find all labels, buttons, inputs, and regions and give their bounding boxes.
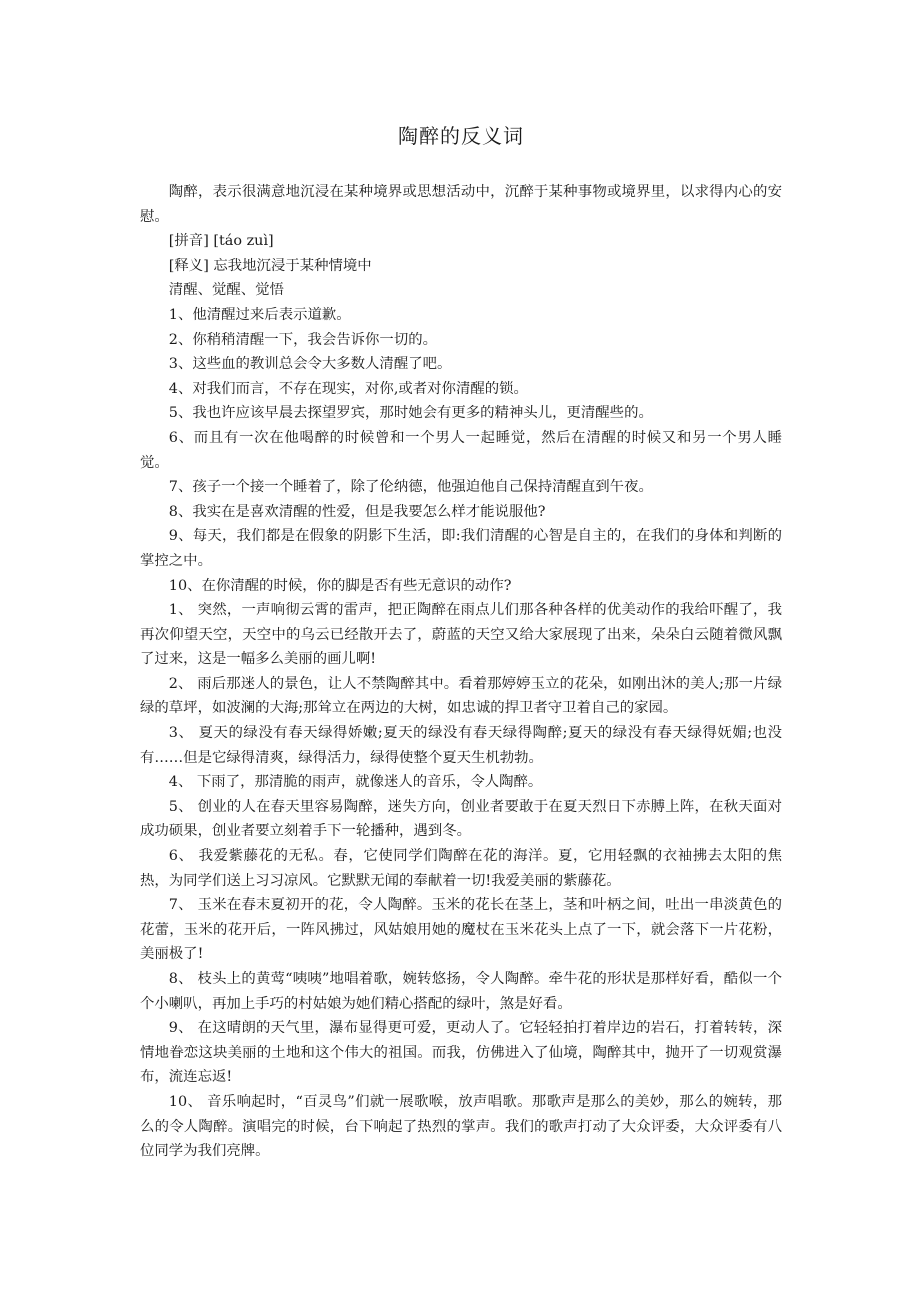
example-sentence: 9、每天，我们都是在假象的阴影下生活，即:我们清醒的心智是自主的，在我们的身体和判断的掌控之中。 [140, 528, 782, 569]
example-paragraph: 10、 音乐响起时，“百灵鸟”们就一展歌喉，放声唱歌。那歌声是那么的美妙，那么的婉转，那么的令人陶醉。演唱完的时候，台下响起了热烈的掌声。我们的歌声打动了大众评委，大众评委有八位同学为我们亮牌。 [140, 1093, 782, 1160]
example-sentence: 5、我也许应该早晨去探望罗宾，那时她会有更多的精神头儿，更清醒些的。 [168, 405, 653, 422]
example-paragraph: 1、 突然，一声响彻云霄的雷声，把正陶醉在雨点儿们那各种各样的优美动作的我给吓醒了，我再次仰望天空，天空中的乌云已经散开去了，蔚蓝的天空又给大家展现了出来，朵朵白云随着微风飘了过来，这是一幅多么美丽的画儿啊! [140, 602, 782, 668]
example-sentence: 3、这些血的教训总会令大多数人清醒了吧。 [168, 356, 452, 373]
antonyms-line: 清醒、觉醒、觉悟 [168, 282, 284, 299]
example-paragraph: 5、 创业的人在春天里容易陶醉，迷失方向，创业者要敢于在夏天烈日下赤膊上阵，在秋天面对成功硕果，创业者要立刻着手下一轮播种，遇到冬。 [140, 798, 782, 840]
example-sentence: 7、孩子一个接一个睡着了，除了伦纳德，他强迫他自己保持清醒直到午夜。 [168, 479, 653, 496]
example-sentence: 10、在你清醒的时候，你的脚是否有些无意识的动作? [168, 577, 512, 594]
example-paragraph: 2、 雨后那迷人的景色，让人不禁陶醉其中。看着那婷婷玉立的花朵，如刚出沐的美人;那一片绿绿的草坪，如波澜的大海;那耸立在两边的大树，如忠诚的捍卫者守卫着自己的家园。 [140, 675, 782, 717]
example-sentence: 4、对我们而言，不存在现实，对你,或者对你清醒的锁。 [168, 380, 528, 397]
example-paragraph: 9、 在这晴朗的天气里，瀑布显得更可爱，更动人了。它轻轻拍打着岸边的岩石，打着转转，深情地眷恋这块美丽的土地和这个伟大的祖国。而我，仿佛进入了仙境，陶醉其中，抛开了一切观赏瀑布，流连忘返! [140, 1020, 782, 1086]
definition-line: [释义] 忘我地沉浸于某种情境中 [168, 257, 372, 274]
example-paragraph: 4、 下雨了，那清脆的雨声，就像迷人的音乐，令人陶醉。 [168, 774, 543, 791]
example-sentence: 8、我实在是喜欢清醒的性爱，但是我要怎么样才能说服他? [168, 503, 546, 520]
example-sentence: 6、而且有一次在他喝醉的时候曾和一个男人一起睡觉，然后在清醒的时候又和另一个男人睡觉。 [140, 429, 782, 471]
example-paragraph: 8、 枝头上的黄莺“咦咦”地唱着歌，婉转悠扬，令人陶醉。牵牛花的形状是那样好看，酷似一个个小喇叭，再加上手巧的村姑娘为她们精心搭配的绿叶，煞是好看。 [140, 971, 782, 1012]
example-sentence: 1、他清醒过来后表示道歉。 [168, 306, 351, 323]
pinyin-line: [拼音] [táo zuì] [168, 233, 274, 250]
document-body [140, 180, 782, 1164]
document-title: 陶醉的反义词 [398, 124, 524, 148]
example-sentence: 2、你稍稍清醒一下，我会告诉你一切的。 [168, 331, 437, 348]
intro-paragraph: 陶醉，表示很满意地沉浸在某种境界或思想活动中，沉醉于某种事物或境界里，以求得内心的安慰。 [140, 184, 782, 225]
example-paragraph: 3、 夏天的绿没有春天绿得娇嫩;夏天的绿没有春天绿得陶醉;夏天的绿没有春天绿得妩媚;也没有……但是它绿得清爽，绿得活力，绿得使整个夏天生机勃勃。 [140, 725, 782, 766]
example-paragraph: 6、 我爱紫藤花的无私。春，它使同学们陶醉在花的海洋。夏，它用轻飘的衣袖拂去太阳的焦热，为同学们送上习习凉风。它默默无闻的奉献着一切!我爱美丽的紫藤花。 [140, 848, 782, 889]
example-paragraph: 7、 玉米在春末夏初开的花，令人陶醉。玉米的花长在茎上，茎和叶柄之间，吐出一串淡黄色的花蕾，玉米的花开后，一阵风拂过，风姑娘用她的魔杖在玉米花头上点了一下，就会落下一片花粉，美丽极了! [140, 897, 782, 963]
